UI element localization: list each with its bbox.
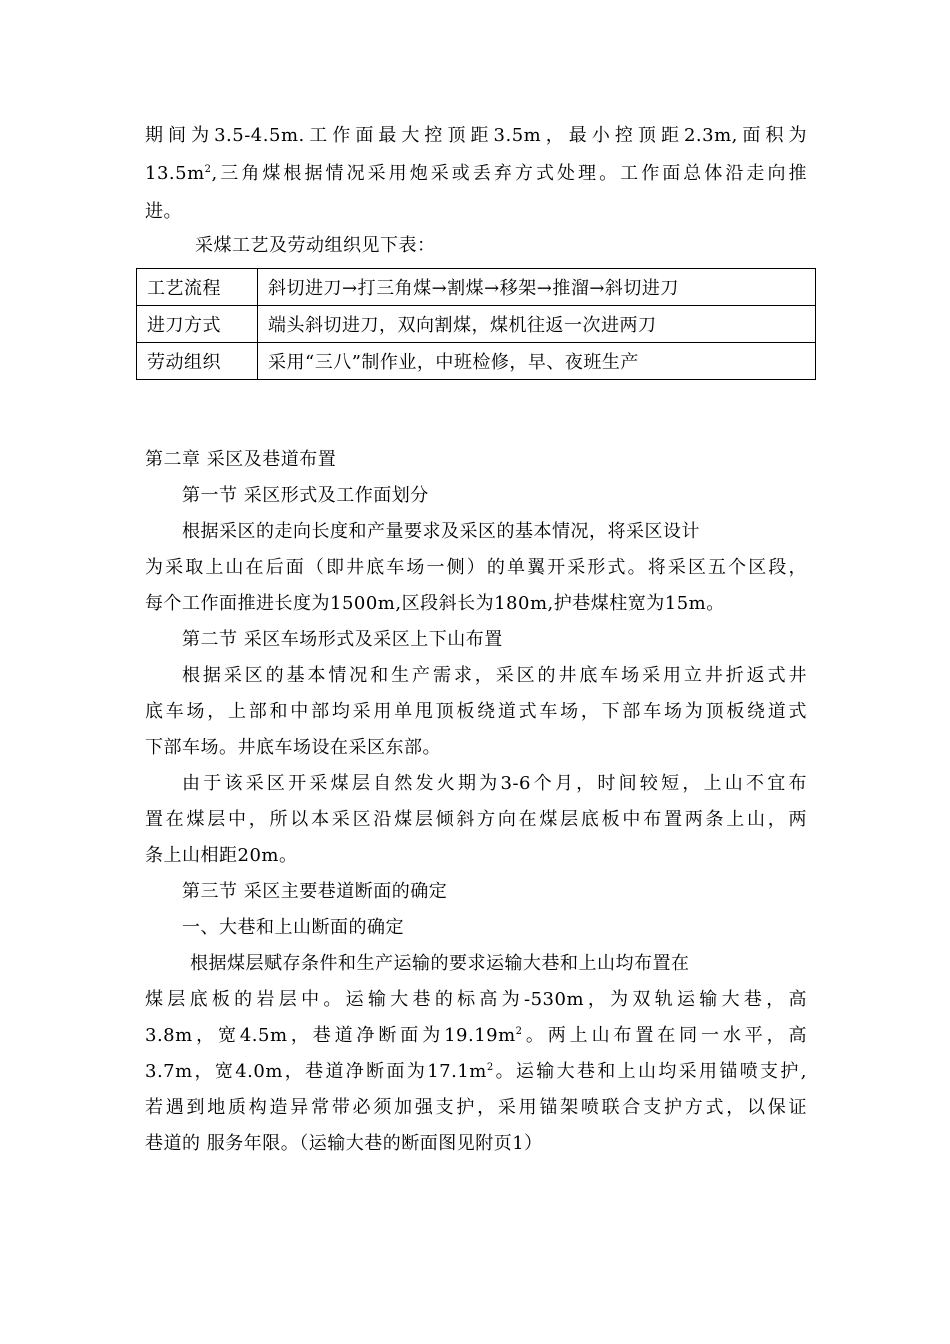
- subsection-1-line-3-sup: 2: [515, 1026, 523, 1037]
- subsection-1-line-4-pre: 3.7m，宽4.0m，巷道净断面为17.1m: [145, 1061, 487, 1082]
- table-cell-label: 工艺流程: [137, 269, 258, 306]
- subsection-1-line-2: 煤层底板的岩层中。运输大巷的标高为-530m，为双轨运输大巷，高: [145, 989, 807, 1010]
- subsection-1-line-5: 若遇到地质构造异常带必须加强支护，采用锚架喷联合支护方式，以保证: [145, 1097, 807, 1118]
- section-2-line-3: 下部车场。井底车场设在采区东部。: [145, 737, 441, 758]
- table-cell-label: 劳动组织: [137, 343, 258, 380]
- subsection-1-line-3-pre: 3.8m，宽4.5m，巷道净断面为19.19m: [145, 1025, 516, 1046]
- intro-line-1: 期间为3.5-4.5m.工作面最大控顶距3.5m，最小控顶距2.3m,面积为: [145, 125, 807, 146]
- subsection-1-title: 一、大巷和上山断面的确定: [182, 917, 404, 938]
- intro-line-2-sup: 2: [204, 164, 212, 175]
- section-1-line-3: 每个工作面推进长度为1500m,区段斜长为180m,护巷煤柱宽为15m。: [145, 593, 725, 614]
- table-cell-label: 进刀方式: [137, 306, 258, 343]
- table-intro: 采煤工艺及劳动组织见下表：: [195, 235, 436, 256]
- section-1-title: 第一节 采区形式及工作面划分: [182, 485, 429, 506]
- section-2-line-5: 置在煤层中，所以本采区沿煤层倾斜方向在煤层底板中布置两条上山，两: [145, 809, 807, 830]
- table-row: [137, 343, 816, 380]
- intro-line-2: [145, 162, 807, 186]
- section-1-line-1: 根据采区的走向长度和产量要求及采区的基本情况，将采区设计: [182, 521, 700, 542]
- intro-line-3: 进。: [145, 201, 182, 222]
- section-2-line-2: 底车场，上部和中部均采用单甩顶板绕道式车场，下部车场为顶板绕道式: [145, 701, 807, 722]
- section-2-title: 第二节 采区车场形式及采区上下山布置: [182, 629, 503, 650]
- subsection-1-line-3-post: 。两上山布置在同一水平，高: [522, 1025, 807, 1046]
- subsection-1-line-4: [145, 1060, 807, 1084]
- subsection-1-line-4-post: 。运输大巷和上山均采用锚喷支护,: [493, 1061, 807, 1082]
- section-2-line-6: 条上山相距20m。: [145, 845, 298, 866]
- section-3-title: 第三节 采区主要巷道断面的确定: [182, 881, 448, 902]
- table-row: [137, 269, 816, 306]
- subsection-1-line-3: [145, 1024, 807, 1048]
- section-1-line-2: 为采取上山在后面（即井底车场一侧）的单翼开采形式。将采区五个区段，: [145, 557, 807, 578]
- subsection-1-line-1: 根据煤层赋存条件和生产运输的要求运输大巷和上山均布置在: [190, 953, 690, 974]
- process-table: [136, 268, 816, 380]
- section-2-line-4: 由于该采区开采煤层自然发火期为3-6个月，时间较短，上山不宜布: [182, 773, 807, 794]
- table-cell-value: 端头斜切进刀，双向割煤，煤机往返一次进两刀: [258, 306, 816, 343]
- subsection-1-line-6: 巷道的 服务年限。（运输大巷的断面图见附页1）: [145, 1133, 543, 1154]
- intro-line-2-pre: 13.5m: [145, 163, 205, 184]
- table-row: [137, 306, 816, 343]
- chapter-title: 第二章 采区及巷道布置: [145, 449, 337, 470]
- intro-line-2-post: ,三角煤根据情况采用炮采或丢弃方式处理。工作面总体沿走向推: [211, 163, 807, 184]
- section-2-line-1: 根据采区的基本情况和生产需求，采区的井底车场采用立井折返式井: [182, 665, 807, 686]
- table-cell-value: 斜切进刀→打三角煤→割煤→移架→推溜→斜切进刀: [258, 269, 816, 306]
- table-cell-value: 采用“三八”制作业，中班检修，早、夜班生产: [258, 343, 816, 380]
- subsection-1-line-4-sup: 2: [486, 1062, 494, 1073]
